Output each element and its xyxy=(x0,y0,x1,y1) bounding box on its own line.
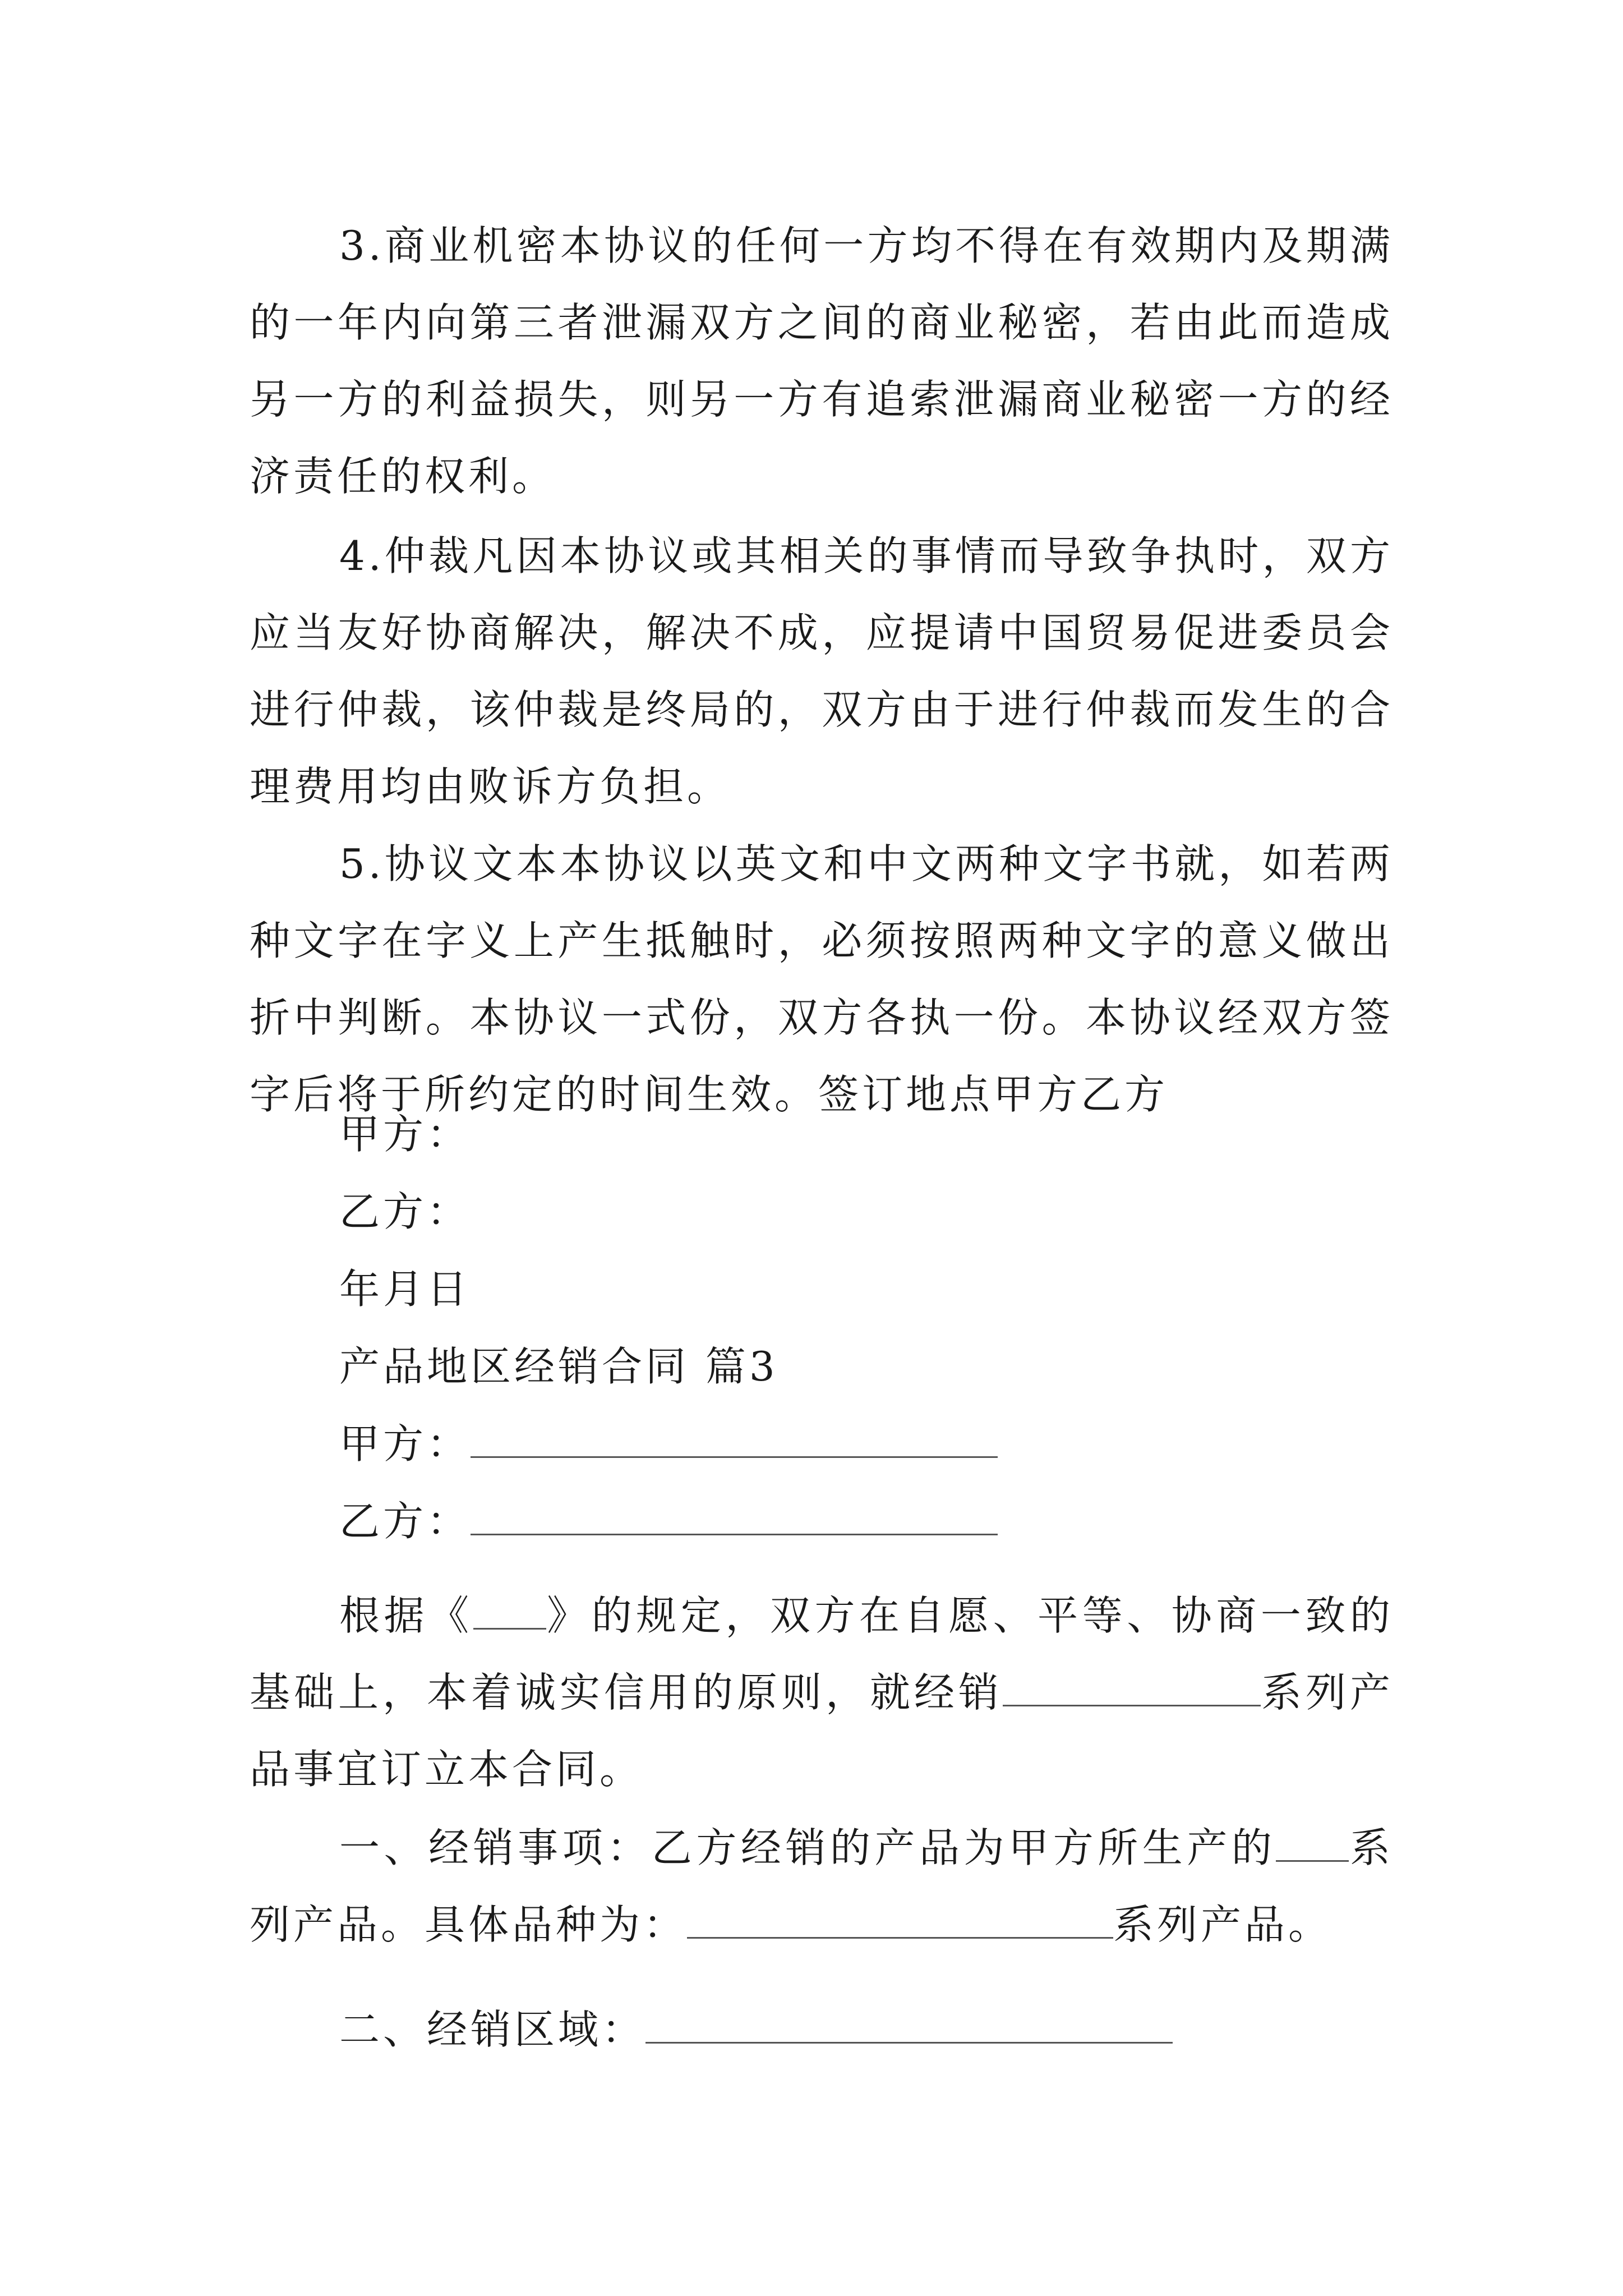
clause-distribution-items xyxy=(250,1810,1394,1963)
date-line xyxy=(339,1261,471,1317)
contract-basis xyxy=(250,1577,1394,1808)
product-variety-blank xyxy=(687,1903,1113,1939)
party-a-field xyxy=(339,1416,998,1472)
clause-confidentiality xyxy=(250,208,1394,515)
producer-series-blank xyxy=(1276,1826,1349,1862)
clause-arbitration xyxy=(250,518,1394,825)
party-a-label-2: 甲方： xyxy=(339,1420,471,1467)
basis-text-3: 系列产品事宜订立本合同。 xyxy=(250,1669,1394,1793)
paragraph-3: 3.商业机密本协议的任何一方均不得在有效期内及期满的一年内向第三者泄漏双方之间的商业秘密，若由此而造成另一方的利益损失，则另一方有追索泄漏商业秘密一方的经济责任的权利。 xyxy=(250,222,1394,500)
item-1-text-1: 一、经销事项：乙方经销的产品为甲方所生产的 xyxy=(339,1824,1276,1871)
party-b-signature-line xyxy=(339,1184,471,1240)
distribution-area-blank xyxy=(645,2007,1173,2044)
item-1-text-2: 系列产品。具体品种为： xyxy=(250,1824,1394,1948)
paragraph-4: 4.仲裁凡因本协议或其相关的事情而导致争执时，双方应当友好协商解决，解决不成，应提请中国贸易促进委员会进行仲裁，该仲裁是终局的，双方由于进行仲裁而发生的合理费用均由败诉方负担。 xyxy=(250,532,1394,810)
basis-text-2: 》的规定，双方在自愿、平等、协商一致的基础上，本着诚实信用的原则，就经销 xyxy=(250,1592,1394,1716)
basis-paragraph xyxy=(250,1577,1394,1808)
paragraph-5: 5.协议文本本协议以英文和中文两种文字书就，如若两种文字在字义上产生抵触时，必须按照两种文字的意义做出折中判断。本协议一式份，双方各执一份。本协议经双方签字后将于所约定的时间生效。签订地点甲方乙方 xyxy=(250,840,1394,1118)
basis-text-1: 根据《 xyxy=(339,1592,473,1639)
party-b-blank xyxy=(471,1499,998,1535)
law-name-blank xyxy=(473,1594,546,1630)
clause-distribution-area xyxy=(339,2001,1173,2058)
section-heading xyxy=(339,1338,778,1395)
item-1-paragraph xyxy=(250,1810,1394,1963)
party-b-label: 乙方： xyxy=(339,1188,471,1235)
party-b-label-2: 乙方： xyxy=(339,1498,471,1545)
date-text: 年月日 xyxy=(339,1266,471,1313)
item-1-text-3: 系列产品。 xyxy=(1113,1901,1332,1948)
item-2-label: 二、经销区域： xyxy=(339,2006,646,2053)
section-title: 产品地区经销合同 篇3 xyxy=(339,1343,778,1390)
party-a-signature-line xyxy=(339,1106,471,1162)
party-a-blank xyxy=(471,1421,998,1458)
clause-agreement-text xyxy=(250,826,1394,1133)
product-series-blank xyxy=(1003,1671,1261,1706)
party-b-field xyxy=(339,1493,998,1549)
party-a-label: 甲方： xyxy=(339,1111,471,1158)
